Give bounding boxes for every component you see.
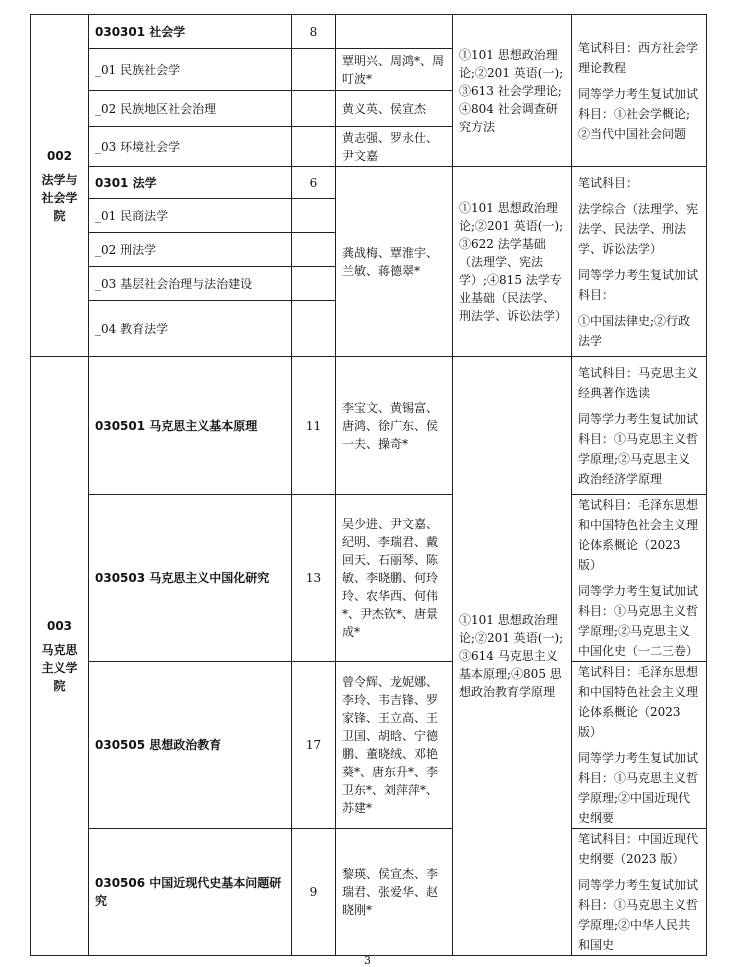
count-cell: [292, 233, 336, 267]
teachers-cell: 吴少进、尹文嘉、纪明、李瑞君、戴回天、石丽琴、陈敏、李晓鹏、何玲玲、农华西、何伟*、尹杰钦*、唐景成*: [336, 495, 453, 662]
enrollment-count: 13: [292, 495, 336, 662]
research-direction: _01 民族社会学: [89, 49, 292, 91]
enrollment-count: 6: [292, 167, 336, 199]
notes-cell: [572, 167, 707, 357]
extra-exam-note: 同等学力考生复试加试科目：①社会学概论;②当代中国社会问题: [578, 86, 699, 141]
count-cell: [292, 127, 336, 167]
notes-cell: [572, 662, 707, 829]
page-number: 3: [364, 954, 371, 967]
research-direction: _02 刑法学: [89, 233, 292, 267]
major-title: 030501 马克思主义基本原理: [89, 357, 292, 495]
enrollment-count: 11: [292, 357, 336, 495]
exam-subjects: ①101 思想政治理论;②201 英语(一);③614 马克思主义基本原理;④805 思想政治教育学原理: [453, 357, 572, 956]
enrollment-count: 8: [292, 15, 336, 49]
teachers-cell: [336, 15, 453, 49]
enrollment-count: 9: [292, 829, 336, 956]
teachers-cell: 黄志强、罗永仕、尹文嘉: [336, 127, 453, 167]
college-code: 003: [46, 619, 73, 633]
college-cell-002: [31, 15, 89, 357]
written-exam-note: 笔试科目：西方社会学理论教程: [578, 40, 699, 75]
written-exam-note: 笔试科目：毛泽东思想和中国特色社会主义理论体系概论（2023 版）: [578, 665, 699, 739]
teachers-cell: 覃明兴、周鸿*、周叮波*: [336, 49, 453, 91]
written-exam-note: 笔试科目：毛泽东思想和中国特色社会主义理论体系概论（2023 版）: [578, 498, 699, 572]
teachers-cell: 黎瑛、侯宣杰、李瑞君、张爱华、赵晓刚*: [336, 829, 453, 956]
college-cell-003: [31, 357, 89, 956]
exam-subjects: ①101 思想政治理论;②201 英语(一);③622 法学基础（法理学、宪法学）;④815 法学专业基础（民法学、刑法学、诉讼法学）: [453, 167, 572, 357]
count-cell: [292, 301, 336, 357]
exam-subjects: ①101 思想政治理论;②201 英语(一);③613 社会学理论;④804 社会调查研究方法: [453, 15, 572, 167]
extra-exam-label: 同等学力考生复试加试科目：: [578, 267, 699, 302]
extra-exam-note: ①中国法律史;②行政法学: [578, 313, 691, 348]
research-direction: _04 教育法学: [89, 301, 292, 357]
teachers-cell: 李宝文、黄锡富、唐鸿、徐广东、侯一夫、操奇*: [336, 357, 453, 495]
extra-exam-note: 同等学力考生复试加试科目：①马克思主义哲学原理;②中华人民共和国史: [578, 878, 699, 952]
written-exam-label: 笔试科目：: [578, 175, 639, 190]
major-title: 030505 思想政治教育: [89, 662, 292, 829]
college-code: 002: [46, 148, 73, 163]
research-direction: _03 基层社会治理与法治建设: [89, 267, 292, 301]
notes-cell: [572, 829, 707, 956]
teachers-cell: 龚战梅、覃淮宇、兰敏、蒋德翠*: [336, 167, 453, 357]
college-name: 马克思主义学院: [41, 643, 78, 693]
notes-cell: [572, 495, 707, 662]
research-direction: _03 环境社会学: [89, 127, 292, 167]
research-direction: _01 民商法学: [89, 199, 292, 233]
major-title: 0301 法学: [89, 167, 292, 199]
major-title: 030506 中国近现代史基本问题研究: [89, 829, 292, 956]
extra-exam-note: 同等学力考生复试加试科目：①马克思主义哲学原理;②马克思主义中国化史（一二三卷）: [578, 584, 699, 658]
research-direction: _02 民族地区社会治理: [89, 91, 292, 127]
college-name: 法学与社会学院: [41, 172, 78, 223]
written-exam-note: 笔试科目：马克思主义经典著作选读: [578, 365, 699, 400]
notes-cell: [572, 15, 707, 167]
count-cell: [292, 199, 336, 233]
extra-exam-note: 同等学力考生复试加试科目：①马克思主义哲学原理;②马克思主义政治经济学原理: [578, 411, 699, 486]
teachers-cell: 曾令辉、龙妮娜、李玲、韦吉锋、罗家锋、王立高、王卫国、胡晗、宁德鹏、董晓绒、邓艳葵*、唐东升*、李卫东*、刘萍萍*、苏建*: [336, 662, 453, 829]
major-title: 030503 马克思主义中国化研究: [89, 495, 292, 662]
teachers-cell: 黄义英、侯宣杰: [336, 91, 453, 127]
count-cell: [292, 91, 336, 127]
count-cell: [292, 267, 336, 301]
count-cell: [292, 49, 336, 91]
enrollment-table: [30, 14, 707, 956]
extra-exam-note: 同等学力考生复试加试科目：①马克思主义哲学原理;②中国近现代史纲要: [578, 751, 699, 825]
notes-cell: [572, 357, 707, 495]
enrollment-count: 17: [292, 662, 336, 829]
major-title: 030301 社会学: [89, 15, 292, 49]
written-exam-note: 笔试科目：中国近现代史纲要（2023 版）: [578, 832, 699, 866]
written-exam-note: 法学综合（法理学、宪法学、民法学、刑法学、诉讼法学）: [578, 201, 699, 256]
